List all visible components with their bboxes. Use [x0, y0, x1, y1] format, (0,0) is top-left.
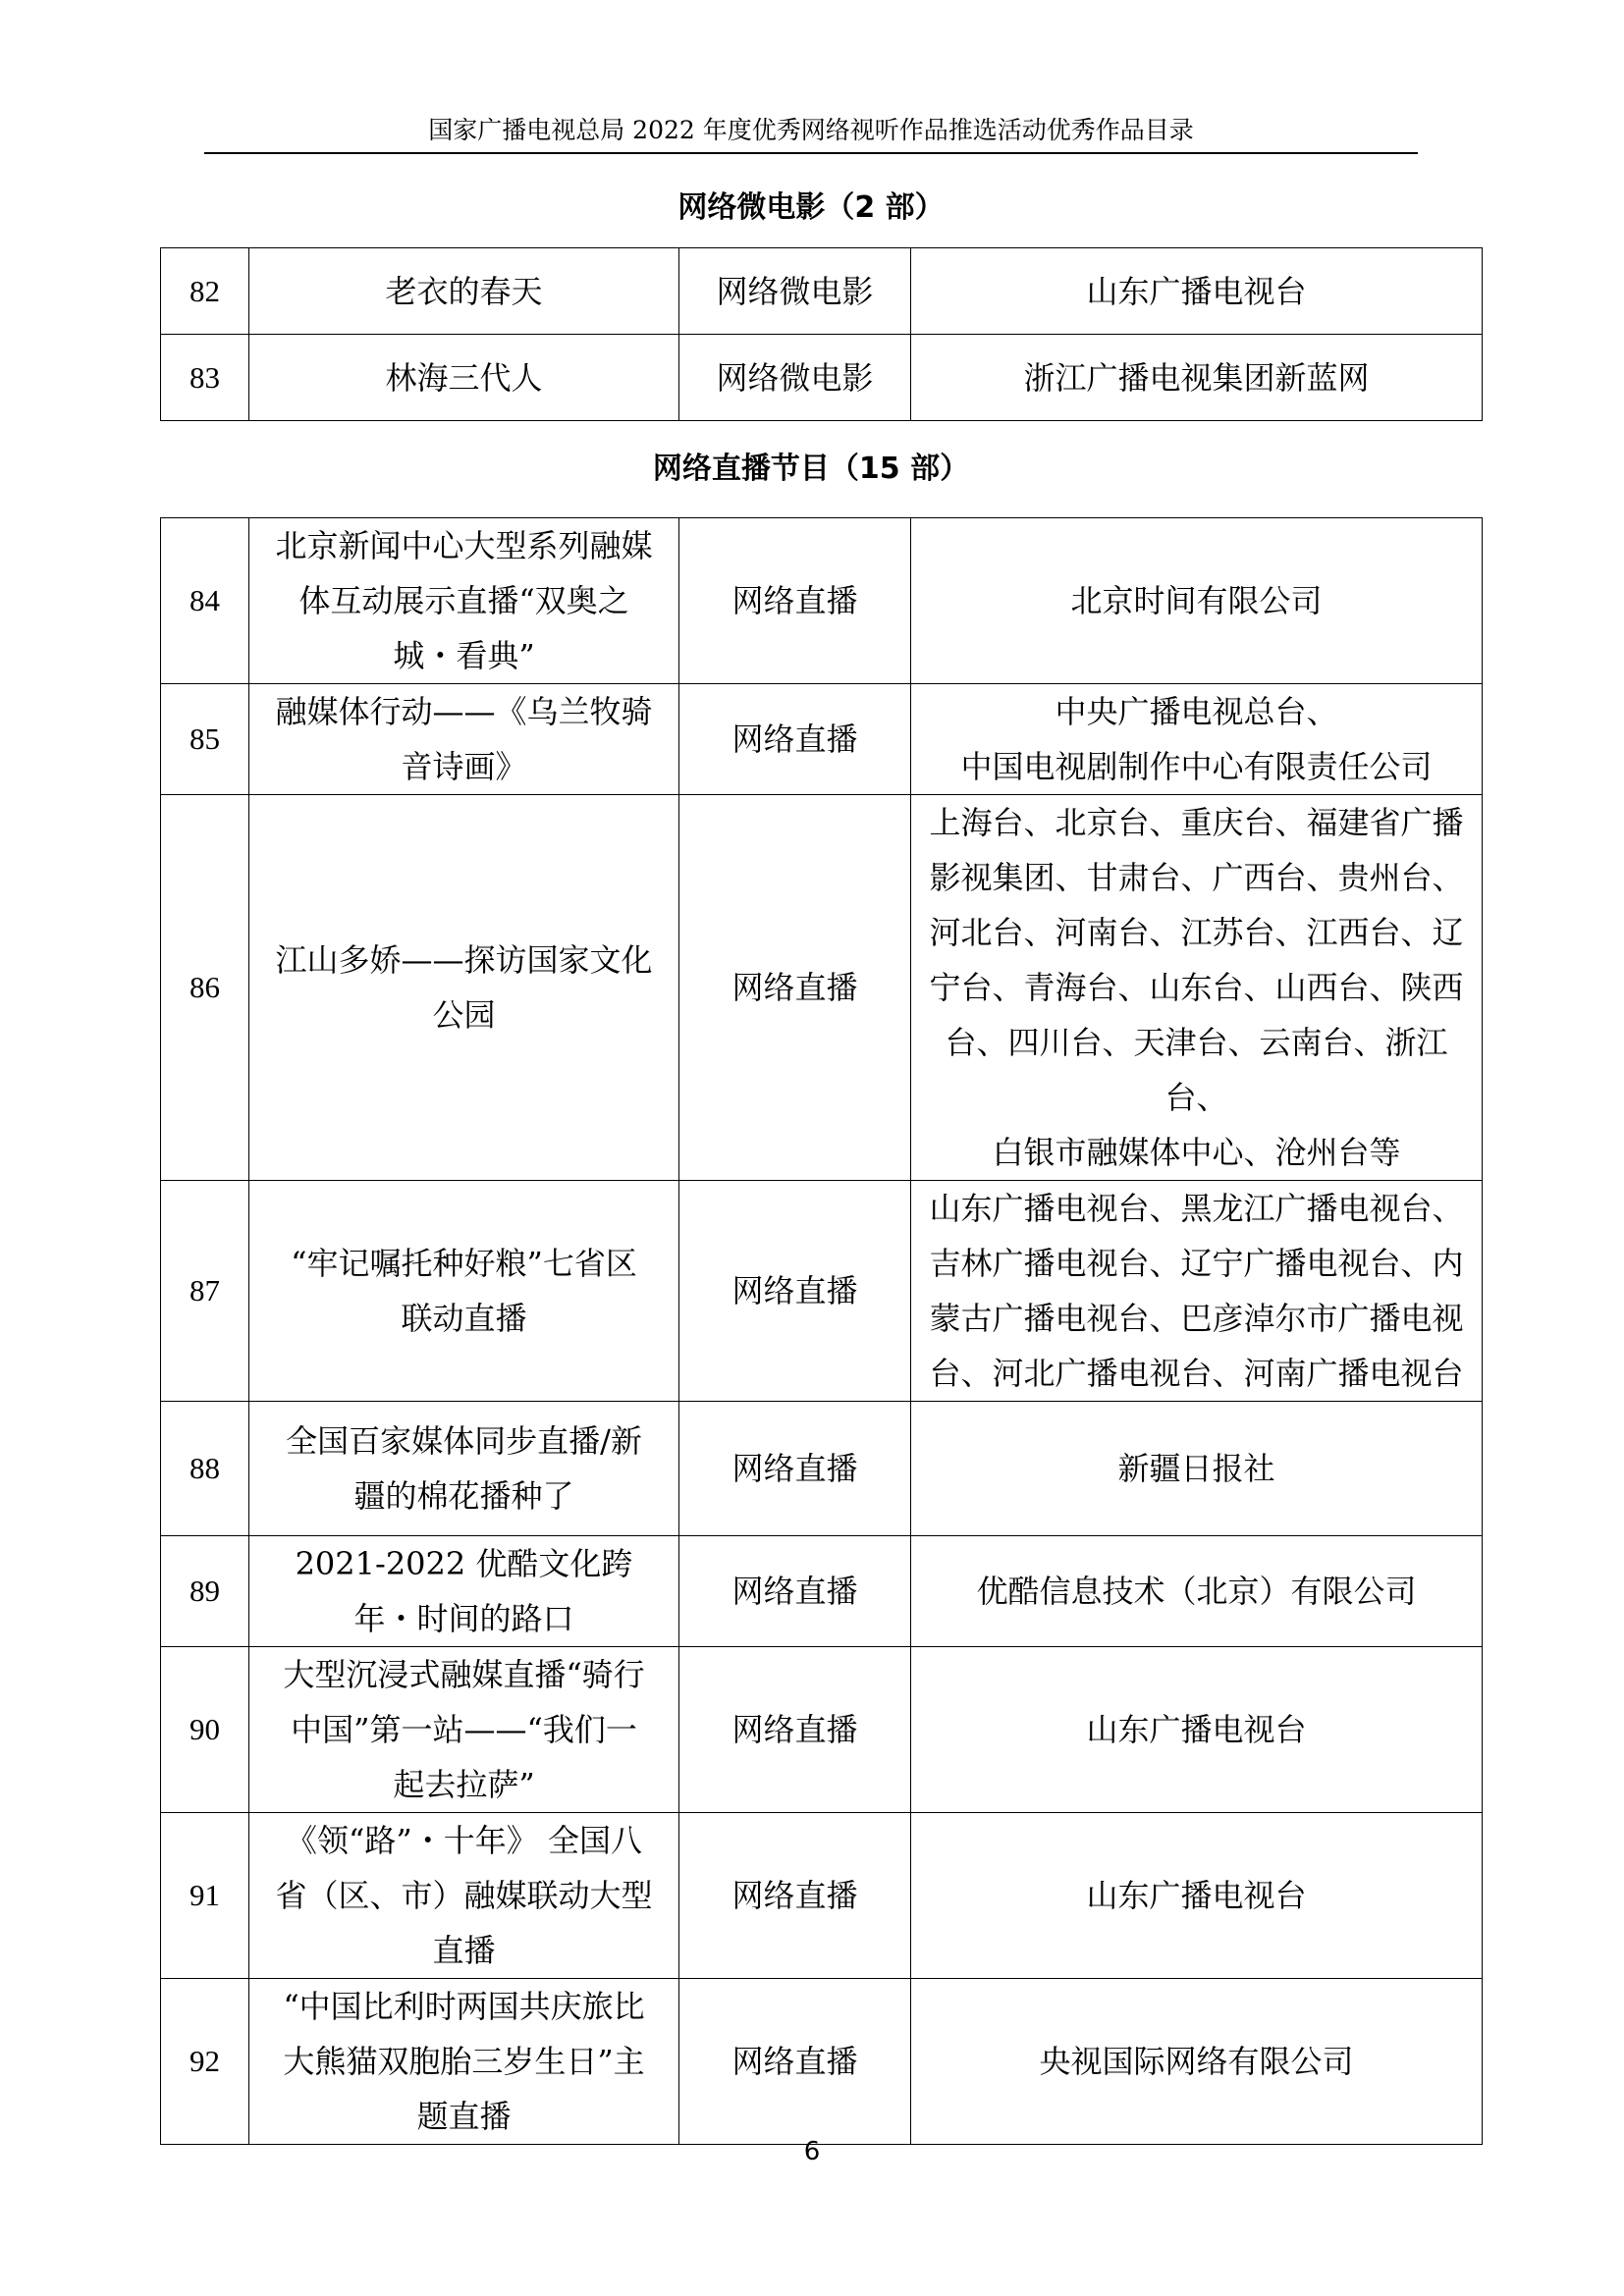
work-title-line: 《领“路”・十年》 全国八	[286, 1822, 642, 1859]
catalog-table-microfilm	[160, 247, 1483, 421]
work-title-line: 大型沉浸式融媒直播“骑行	[283, 1656, 645, 1693]
catalog-table-livestream	[160, 517, 1483, 2145]
organization-cell	[911, 1536, 1483, 1647]
organization-line: 台、河北广播电视台、河南广播电视台	[929, 1355, 1464, 1392]
work-title-cell	[249, 795, 679, 1181]
work-title-line: 林海三代人	[385, 358, 543, 397]
work-title-line: 年・时间的路口	[353, 1600, 574, 1637]
row-number: 87	[161, 1181, 249, 1402]
organization-line: 山东广播电视台	[1086, 1877, 1307, 1914]
work-title-line: 起去拉萨”	[393, 1766, 535, 1803]
work-title-cell	[249, 1536, 679, 1647]
row-number: 83	[161, 335, 249, 421]
work-title-line: 体互动展示直播“双奥之	[298, 582, 629, 619]
work-title-line: 音诗画》	[401, 748, 527, 785]
organization-line: 吉林广播电视台、辽宁广播电视台、内	[929, 1245, 1464, 1282]
work-title-cell	[249, 1813, 679, 1979]
organization-line: 优酷信息技术（北京）有限公司	[976, 1573, 1417, 1610]
organization-cell	[911, 1181, 1483, 1402]
section-title-livestream: 网络直播节目（15 部）	[652, 452, 970, 486]
row-number: 86	[161, 795, 249, 1181]
organization-line: 央视国际网络有限公司	[1039, 2043, 1354, 2080]
work-title-line: 城・看典”	[393, 637, 535, 674]
work-title-line: 北京新闻中心大型系列融媒	[275, 527, 653, 564]
category-cell: 网络直播	[679, 1402, 911, 1536]
category-cell: 网络微电影	[679, 335, 911, 421]
organization-cell	[911, 1647, 1483, 1813]
organization-line: 白银市融媒体中心、沧州台等	[992, 1134, 1401, 1171]
work-title-line: 江山多娇——探访国家文化	[275, 941, 653, 979]
category-cell: 网络直播	[679, 1813, 911, 1979]
work-title-line: 融媒体行动——《乌兰牧骑	[275, 693, 653, 730]
work-title-line: 中国”第一站——“我们一	[291, 1711, 637, 1748]
table-row	[161, 795, 1483, 1181]
organization-line: 山东广播电视台	[1086, 272, 1307, 310]
organization-cell	[911, 335, 1483, 421]
organization-line: 蒙古广播电视台、巴彦淖尔市广播电视	[929, 1300, 1464, 1337]
table-row	[161, 684, 1483, 795]
row-number: 91	[161, 1813, 249, 1979]
section-title-microfilm: 网络微电影（2 部）	[677, 190, 945, 225]
category-cell: 网络微电影	[679, 248, 911, 335]
table-row	[161, 1647, 1483, 1813]
work-title-line: “牢记嘱托种好粮”七省区	[291, 1245, 637, 1282]
organization-line: 山东广播电视台	[1086, 1711, 1307, 1748]
work-title-line: 公园	[432, 996, 496, 1034]
work-title-cell	[249, 248, 679, 335]
page-number: 6	[803, 2137, 821, 2166]
row-number: 92	[161, 1979, 249, 2145]
table-row	[161, 248, 1483, 335]
table-row	[161, 518, 1483, 684]
header-rule	[204, 152, 1418, 154]
row-number: 90	[161, 1647, 249, 1813]
organization-line: 浙江广播电视集团新蓝网	[1023, 358, 1370, 397]
work-title-line: 疆的棉花播种了	[353, 1477, 574, 1515]
work-title-cell	[249, 1647, 679, 1813]
organization-cell	[911, 1979, 1483, 2145]
work-title-line: 大熊猫双胞胎三岁生日”主	[283, 2043, 645, 2080]
category-cell: 网络直播	[679, 1181, 911, 1402]
work-title-line: “中国比利时两国共庆旅比	[283, 1988, 645, 2025]
running-header: 国家广播电视总局 2022 年度优秀网络视听作品推选活动优秀作品目录	[428, 116, 1194, 144]
table-row	[161, 1181, 1483, 1402]
organization-line: 河北台、河南台、江苏台、江西台、辽	[929, 914, 1464, 951]
work-title-line: 老衣的春天	[385, 272, 543, 310]
organization-line: 宁台、青海台、山东台、山西台、陕西	[929, 969, 1464, 1006]
organization-cell	[911, 518, 1483, 684]
organization-cell	[911, 684, 1483, 795]
work-title-cell	[249, 1181, 679, 1402]
category-cell: 网络直播	[679, 684, 911, 795]
organization-line: 影视集团、甘肃台、广西台、贵州台、	[929, 859, 1464, 896]
work-title-cell	[249, 335, 679, 421]
organization-line: 中央广播电视总台、	[1055, 693, 1338, 730]
category-cell: 网络直播	[679, 795, 911, 1181]
organization-cell	[911, 795, 1483, 1181]
row-number: 89	[161, 1536, 249, 1647]
organization-cell	[911, 248, 1483, 335]
work-title-line: 直播	[432, 1932, 496, 1969]
work-title-cell	[249, 518, 679, 684]
organization-line: 北京时间有限公司	[1070, 582, 1323, 619]
organization-line: 中国电视剧制作中心有限责任公司	[960, 748, 1433, 785]
work-title-line: 联动直播	[401, 1300, 527, 1337]
table-row	[161, 1813, 1483, 1979]
row-number: 84	[161, 518, 249, 684]
work-title-line: 省（区、市）融媒联动大型	[275, 1877, 653, 1914]
organization-line: 上海台、北京台、重庆台、福建省广播	[929, 804, 1464, 841]
work-title-cell	[249, 1402, 679, 1536]
row-number: 88	[161, 1402, 249, 1536]
table-row	[161, 335, 1483, 421]
work-title-line: 题直播	[416, 2098, 512, 2135]
work-title-line: 2021-2022 优酷文化跨	[295, 1545, 633, 1582]
organization-cell	[911, 1402, 1483, 1536]
work-title-cell	[249, 684, 679, 795]
row-number: 85	[161, 684, 249, 795]
table-row	[161, 1536, 1483, 1647]
organization-cell	[911, 1813, 1483, 1979]
organization-line: 山东广播电视台、黑龙江广播电视台、	[929, 1190, 1464, 1227]
organization-line: 新疆日报社	[1117, 1450, 1275, 1487]
work-title-line: 全国百家媒体同步直播/新	[286, 1422, 642, 1460]
category-cell: 网络直播	[679, 1536, 911, 1647]
organization-line: 台、四川台、天津台、云南台、浙江台、	[945, 1024, 1448, 1116]
category-cell: 网络直播	[679, 1979, 911, 2145]
table-row	[161, 1979, 1483, 2145]
table-row	[161, 1402, 1483, 1536]
category-cell: 网络直播	[679, 1647, 911, 1813]
row-number: 82	[161, 248, 249, 335]
work-title-cell	[249, 1979, 679, 2145]
category-cell: 网络直播	[679, 518, 911, 684]
